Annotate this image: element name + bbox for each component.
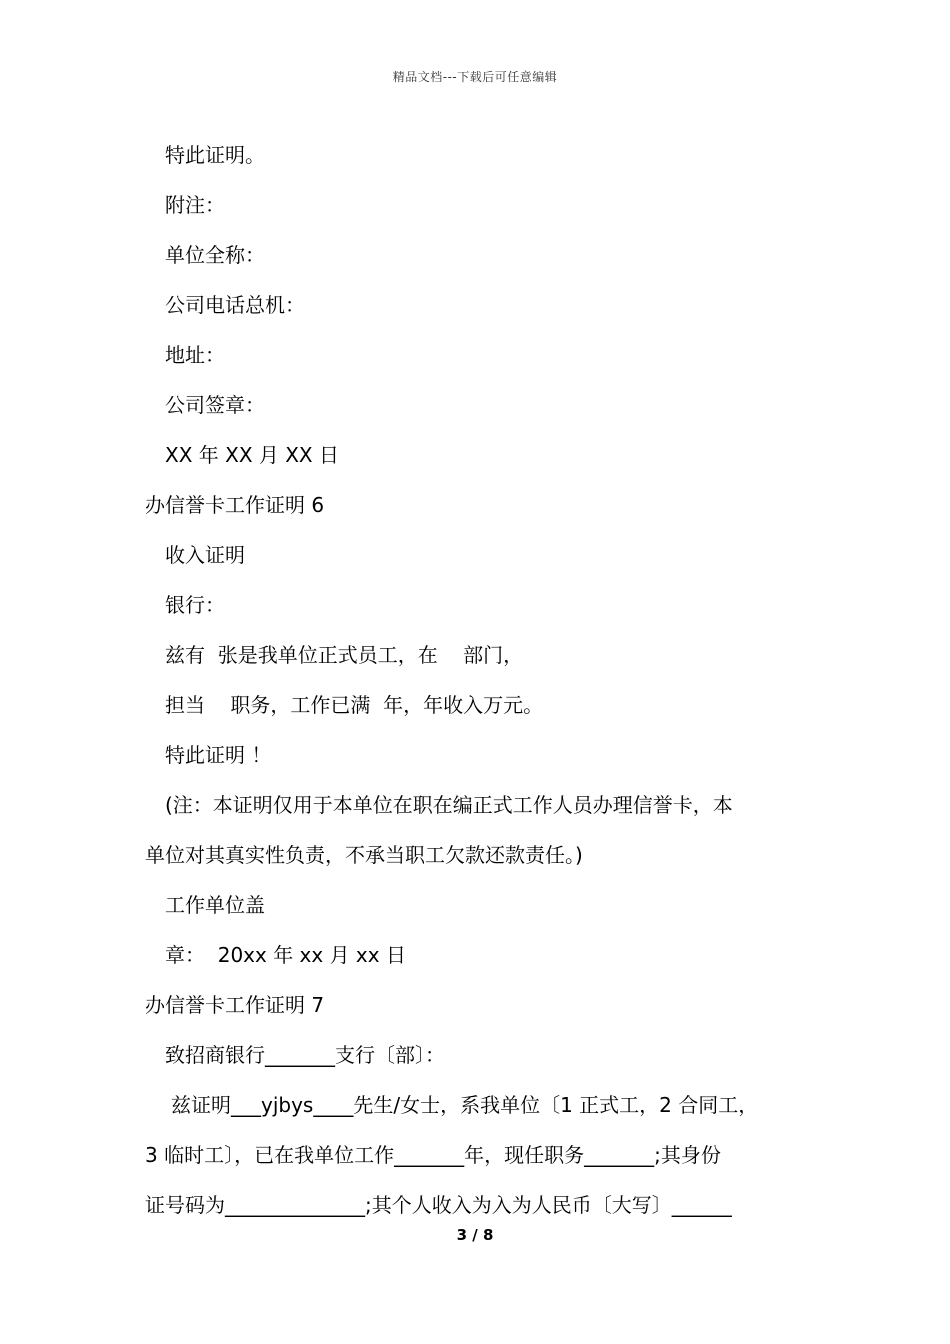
page-header: 精品文档---下载后可任意编辑	[392, 70, 558, 84]
paragraph-note-2: 单位对其真实性负责，不承当职工欠款还款责任。)	[145, 843, 583, 867]
paragraph-position: 担当 职务，工作已满 年，年收入万元。	[165, 693, 544, 717]
paragraph-company-phone: 公司电话总机：	[165, 293, 305, 317]
paragraph-income-title: 收入证明	[165, 543, 245, 567]
page-number: 3 / 8	[456, 1226, 494, 1244]
paragraph-employment: 3 临时工〕，已在我单位工作_______年，现任职务_______;其身份	[145, 1143, 721, 1167]
paragraph-work-unit-seal: 工作单位盖	[165, 893, 265, 917]
paragraph-note-label: 附注：	[165, 193, 225, 217]
paragraph-date: XX 年 XX 月 XX 日	[165, 443, 339, 467]
paragraph-certify-person: 兹证明___yjbys____先生/女士，系我单位〔1 正式工，2 合同工，	[171, 1093, 759, 1117]
section-heading-7: 办信誉卡工作证明 7	[145, 993, 325, 1017]
paragraph-address: 地址：	[165, 343, 225, 367]
paragraph-company-seal: 公司签章：	[165, 393, 265, 417]
paragraph-certify-2: 特此证明 ！	[165, 743, 272, 767]
section-heading-6: 办信誉卡工作证明 6	[145, 493, 325, 517]
paragraph-unit-name: 单位全称：	[165, 243, 265, 267]
paragraph-note-1: (注：本证明仅用于本单位在职在编正式工作人员办理信誉卡，本	[165, 793, 733, 817]
paragraph-employee: 兹有 张是我单位正式员工，在 部门，	[165, 643, 524, 667]
paragraph-to-bank: 致招商银行_______支行〔部〕：	[165, 1043, 445, 1067]
document-body	[145, 130, 815, 1230]
paragraph-certify: 特此证明。	[165, 143, 265, 167]
paragraph-bank: 银行：	[165, 593, 225, 617]
paragraph-id-income: 证号码为______________;其个人收入为入为人民币〔大写〕______	[145, 1193, 732, 1217]
paragraph-seal-date: 章： 20xx 年 xx 月 xx 日	[165, 943, 406, 967]
